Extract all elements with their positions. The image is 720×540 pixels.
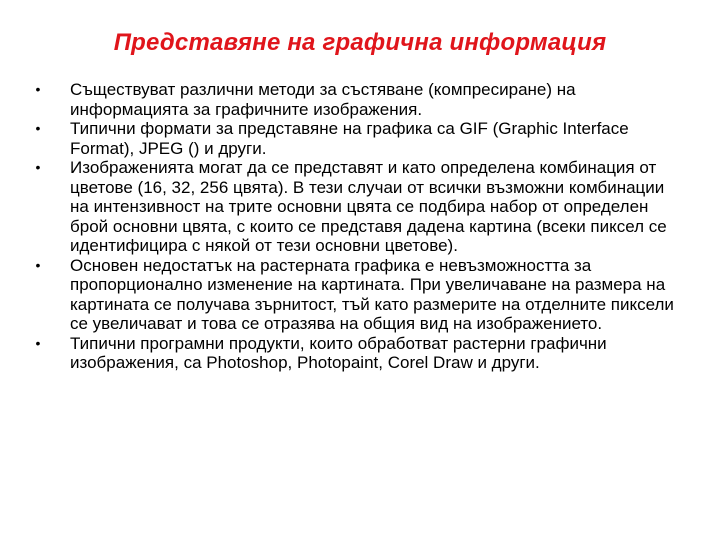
bullet-item-raster-drawback <box>30 256 685 334</box>
bullet-list <box>30 80 685 373</box>
bullet-text: Типични програмни продукти, които обработват растерни графични изображения, са Photoshop, Photopaint, Corel Draw и други. <box>70 333 607 372</box>
bullet-item-compression <box>30 80 685 119</box>
bullet-icon: • <box>35 159 41 175</box>
bullet-icon: • <box>35 334 41 351</box>
bullet-text: Изображенията могат да се представят и като определена комбинация от цветове (16, 32, 256 цвята). В тези случаи от всички възможни комбинации на интензивност на трите основни цвята се подбира набор от определен брой основни цвята, с които се представя дадена картина (всеки пиксел се идентифицира с някой от тези основни цветове). <box>70 158 667 255</box>
bullet-text: Основен недостатък на растерната графика е невъзможността за пропорционално изменение на картината. При увеличаване на размера на картината се получава зърнитост, тъй като размерите на отделните пиксели се увеличават и това се отразява на общия вид на изображението. <box>70 255 674 333</box>
bullet-text: Типични формати за представяне на графика са GIF (Graphic Interface Format), JPEG () и други. <box>70 119 629 158</box>
bullet-icon: • <box>35 120 41 136</box>
bullet-item-formats <box>30 119 685 158</box>
bullet-item-software <box>30 334 685 373</box>
slide-title: Представяне на графична информация <box>113 29 607 56</box>
bullet-icon: • <box>35 81 41 97</box>
bullet-text: Съществуват различни методи за състяване (компресиране) на информацията за графичните изображения. <box>70 80 576 119</box>
bullet-icon: • <box>35 256 41 273</box>
bullet-item-color-combinations <box>30 158 685 256</box>
